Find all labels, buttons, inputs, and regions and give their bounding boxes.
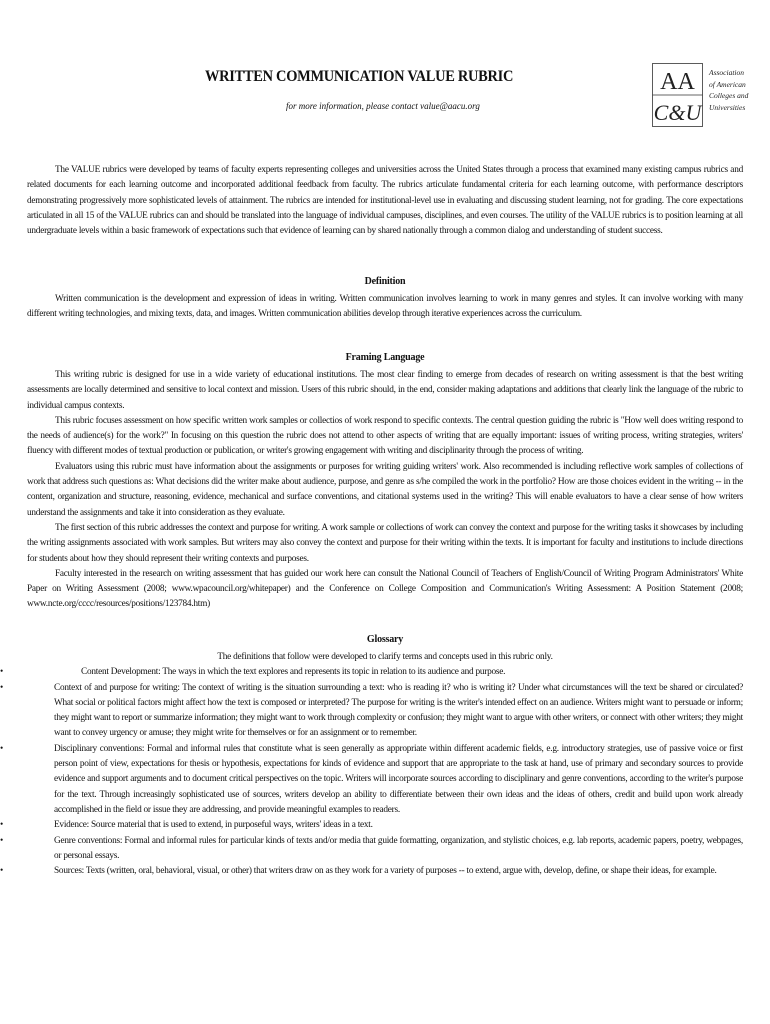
- framing-heading: Framing Language: [345, 352, 425, 363]
- bullet-icon: •: [0, 866, 4, 877]
- glossary-item: [0, 818, 743, 833]
- framing-paragraph: This rubric focuses assessment on how specific written work samples or collectios of work respond to specific contexts. The central question guiding the rubric is "How well does writing respond to the needs of audience(s) for the work?" In focusing on this question the rubric does not attend to other aspects of writing that are equally important: issues of writing process, writing strategies, writers' fluency with different modes of textual production or publication, or writer's growing engagement with writing and disciplinarity through the process of writing.: [27, 415, 743, 457]
- intro-section: [27, 163, 743, 239]
- contact-subtitle: for more information, please contact value@aacu.org: [286, 101, 480, 111]
- framing-paragraph: Evaluators using this rubric must have information about the assignments or purposes for writing guiding writers' work. Also recommended is including reflective work samples of collections of work that address such questions as: What decisions did the writer make about audience, purpose, and genre as s/he compiled the work in the portfolio? How are those choices evident in the writing -- in the content, organization and structure, reasoning, evidence, mechanical and surface conventions, and citational systems used in the writing? This will enable evaluators to have a clear sense of how writers understand the assignments and take it into consideration as they evaluate.: [27, 461, 743, 518]
- framing-section: [27, 368, 743, 613]
- bullet-icon: •: [0, 667, 4, 678]
- glossary-section: [0, 650, 743, 879]
- glossary-item: [0, 665, 743, 680]
- document-title: WRITTEN COMMUNICATION VALUE RUBRIC: [205, 68, 514, 85]
- glossary-item: [0, 681, 743, 742]
- framing-paragraph: This writing rubric is designed for use in a wide variety of educational institutions. The most clear finding to emerge from decades of research on writing assessment is that the best writing assessments are locally determined and sensitive to local context and mission. Users of this rubric should, in the end, consider making adaptations and additions that clearly link the language of the rubric to individual campus contexts.: [27, 370, 743, 411]
- glossary-item-text: Disciplinary conventions: Formal and informal rules that constitute what is seen generally as appropriate within different academic fields, e.g. introductory strategies, use of passive voice or first person point of view, expectations for thesis or hypothesis, expectations for kinds of evidence and support that are appropriate to the task at hand, use of primary and secondary sources to provide evidence and support arguments and to document critical perspectives on the topic. Writers will incorporate sources according to disciplinary and genre conventions, according to the writer's purpose for the text. Through increasingly sophisticated use of sources, writers develop an ability to differentiate between their own ideas and the ideas of others, credit and build upon work already accomplished in the field or issue they are addressing, and provide meaningful examples to readers.: [54, 743, 743, 815]
- glossary-item: [0, 742, 743, 818]
- glossary-item-text: Context of and purpose for writing: The context of writing is the situation surrounding a text: who is reading it? who is writing it? Under what circumstances will the text be shared or circulated? What social or political factors might affect how the text is composed or interpreted? The purpose for writing is the writer's intended effect on an audience. Writers might want to persuade or inform; they might want to report or summarize information; they might want to work through complexity or confusion; they might want to argue with other writers, or connect with other writers; they might want to convey urgency or amuse; they might write for themselves or for an assignment or to remember.: [54, 682, 743, 739]
- bullet-icon: •: [0, 835, 4, 846]
- glossary-item: [0, 834, 743, 865]
- glossary-item-text: Genre conventions: Formal and informal rules for particular kinds of texts and/or media that guide formatting, organization, and stylistic choices, e.g. lab reports, academic papers, poetry, webpages, or personal essays.: [54, 835, 743, 861]
- glossary-item-text: Evidence: Source material that is used to extend, in purposeful ways, writers' ideas in a text.: [54, 820, 373, 831]
- logo-line: Association: [709, 68, 744, 77]
- glossary-item-text: Content Development: The ways in which the text explores and represents its topic in relation to its audience and purpose.: [81, 667, 506, 678]
- logo-line: Universities: [709, 102, 746, 112]
- glossary-item-text: Sources: Texts (written, oral, behavioral, visual, or other) that writers draw on as they work for a variety of purposes -- to extend, argue with, develop, define, or shape their ideas, for example.: [54, 866, 717, 877]
- logo-org-name: [709, 67, 748, 113]
- bullet-icon: •: [0, 682, 4, 693]
- logo-monogram-top: AA: [660, 69, 695, 95]
- aacu-logo: [652, 63, 764, 133]
- glossary-intro: The definitions that follow were developed to clarify terms and concepts used in this rubric only.: [217, 652, 553, 662]
- framing-paragraph: Faculty interested in the research on writing assessment that has guided our work here can consult the National Council of Teachers of English/Council of Writing Program Administrators' White Paper on Writing Assessment (2008; www.wpacouncil.org/whitepaper) and the Conference on College Composition and Communication's Writing Assessment: A Position Statement (2008; www.ncte.org/cccc/resources/positions/123784.htm): [27, 568, 743, 610]
- logo-monogram-bottom: C&U: [653, 100, 702, 125]
- logo-line: Colleges and: [709, 91, 749, 100]
- logo-line: of American: [709, 79, 746, 89]
- bullet-icon: •: [0, 820, 4, 831]
- glossary-heading: Glossary: [366, 634, 404, 645]
- aacu-monogram-icon: [652, 63, 703, 127]
- intro-paragraph: The VALUE rubrics were developed by teams of faculty experts representing colleges and universities across the United States through a process that examined many existing campus rubrics and related documents for each learning outcome and incorporated additional feedback from faculty. The rubrics articulate fundamental criteria for each learning outcome, with performance descriptors demonstrating progressively more sophisticated levels of attainment. The rubrics are intended for institutional-level use in evaluating and discussing student learning, not for grading. The core expectations articulated in all 15 of the VALUE rubrics can and should be translated into the language of individual campuses, disciplines, and even courses. The utility of the VALUE rubrics is to position learning at all undergraduate levels within a basic framework of expectations such that evidence of learning can by shared nationally through a common dialog and understanding of student success.: [27, 165, 743, 237]
- glossary-item: [0, 864, 743, 879]
- framing-paragraph: The first section of this rubric addresses the context and purpose for writing. A work sample or collections of work can convey the context and purpose for the writing tasks it showcases by including the writing assignments associated with work samples. But writers may also convey the context and purpose for their writing within the texts. It is important for faculty and institutions to include directions for students about how they should represent their writing contexts and purposes.: [27, 522, 743, 564]
- definition-section: [27, 292, 743, 323]
- definition-heading: Definition: [364, 276, 406, 287]
- definition-paragraph: Written communication is the development and expression of ideas in writing. Written communication involves learning to work in many genres and styles. It can involve working with many different writing technologies, and mixing texts, data, and images. Written communication abilities develop through iterative experiences across the curriculum.: [27, 294, 743, 320]
- bullet-icon: •: [0, 743, 4, 754]
